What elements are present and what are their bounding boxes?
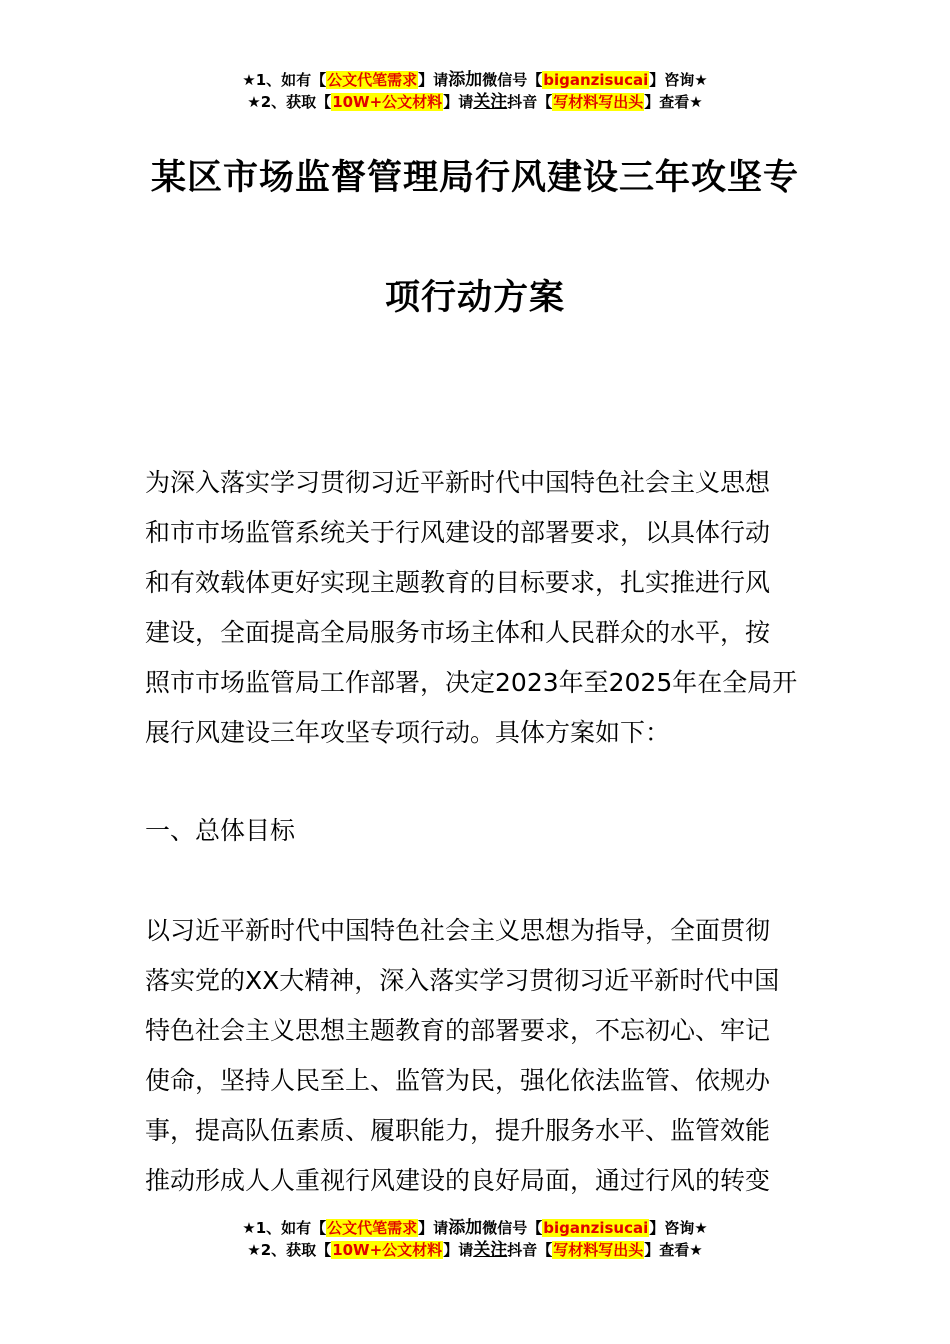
promo-emphasis: 添加 bbox=[448, 1218, 483, 1238]
overall-goal-paragraph bbox=[145, 906, 807, 1206]
promo-highlight: 10W+公文材料 bbox=[332, 93, 443, 111]
promo-emphasis: 添加 bbox=[448, 70, 483, 90]
promo-text: 抖音【 bbox=[507, 1241, 553, 1259]
promo-text: ★1、如有【 bbox=[242, 71, 327, 89]
promo-text: 微信号【 bbox=[482, 1219, 543, 1237]
paragraph-line: 事，提高队伍素质、履职能力，提升服务水平、监管效能 bbox=[145, 1116, 771, 1145]
promo-line-2 bbox=[0, 91, 950, 113]
promo-text: 】请 bbox=[443, 93, 474, 111]
document-title-line-2: 项行动方案 bbox=[384, 278, 565, 318]
paragraph-line: 照市市场监管局工作部署，决定2023年至2025年在全局开 bbox=[145, 668, 798, 697]
section-heading-overall-goal: 一、总体目标 bbox=[145, 816, 296, 845]
promo-douyin-id: 写材料写出头 bbox=[553, 1241, 644, 1259]
paragraph-line: 展行风建设三年攻坚专项行动。具体方案如下： bbox=[145, 718, 671, 747]
promo-wechat-id: biganzisucai bbox=[543, 71, 649, 89]
promo-text: 】咨询★ bbox=[649, 71, 708, 89]
promo-highlight: 公文代笔需求 bbox=[327, 71, 418, 89]
promo-highlight: 公文代笔需求 bbox=[327, 1219, 418, 1237]
paragraph-line: 和市市场监管系统关于行风建设的部署要求，以具体行动 bbox=[145, 518, 771, 547]
paragraph-line: 和有效载体更好实现主题教育的目标要求，扎实推进行风 bbox=[145, 568, 771, 597]
promo-text: 微信号【 bbox=[482, 71, 543, 89]
promo-line-2 bbox=[0, 1239, 950, 1261]
promo-text: 】请 bbox=[418, 1219, 449, 1237]
promo-line-1 bbox=[0, 1217, 950, 1239]
paragraph-line: 特色社会主义思想主题教育的部署要求，不忘初心、牢记 bbox=[145, 1016, 771, 1045]
promo-text: ★2、获取【 bbox=[247, 93, 332, 111]
promo-wechat-id: biganzisucai bbox=[543, 1219, 649, 1237]
promo-text: 】请 bbox=[418, 71, 449, 89]
promo-text: ★1、如有【 bbox=[242, 1219, 327, 1237]
paragraph-line: 以习近平新时代中国特色社会主义思想为指导，全面贯彻 bbox=[145, 916, 771, 945]
paragraph-line: 建设，全面提高全局服务市场主体和人民群众的水平，按 bbox=[145, 618, 771, 647]
document-title-line-1: 某区市场监督管理局行风建设三年攻坚专 bbox=[150, 158, 799, 198]
promo-emphasis: 关注 bbox=[473, 92, 508, 112]
header-promo-banner bbox=[0, 69, 950, 113]
promo-line-1 bbox=[0, 69, 950, 91]
promo-text: 抖音【 bbox=[507, 93, 553, 111]
promo-douyin-id: 写材料写出头 bbox=[553, 93, 644, 111]
promo-text: 】查看★ bbox=[644, 1241, 703, 1259]
paragraph-line: 为深入落实学习贯彻习近平新时代中国特色社会主义思想 bbox=[145, 468, 771, 497]
promo-emphasis: 关注 bbox=[473, 1240, 508, 1260]
footer-promo-banner bbox=[0, 1217, 950, 1261]
promo-text: 】查看★ bbox=[644, 93, 703, 111]
paragraph-line: 使命，坚持人民至上、监管为民，强化依法监管、依规办 bbox=[145, 1066, 771, 1095]
paragraph-line: 推动形成人人重视行风建设的良好局面，通过行风的转变 bbox=[145, 1166, 771, 1195]
promo-text: 】咨询★ bbox=[649, 1219, 708, 1237]
promo-text: ★2、获取【 bbox=[247, 1241, 332, 1259]
promo-text: 】请 bbox=[443, 1241, 474, 1259]
paragraph-line: 落实党的XX大精神，深入落实学习贯彻习近平新时代中国 bbox=[145, 966, 780, 995]
promo-highlight: 10W+公文材料 bbox=[332, 1241, 443, 1259]
intro-paragraph bbox=[145, 458, 807, 758]
